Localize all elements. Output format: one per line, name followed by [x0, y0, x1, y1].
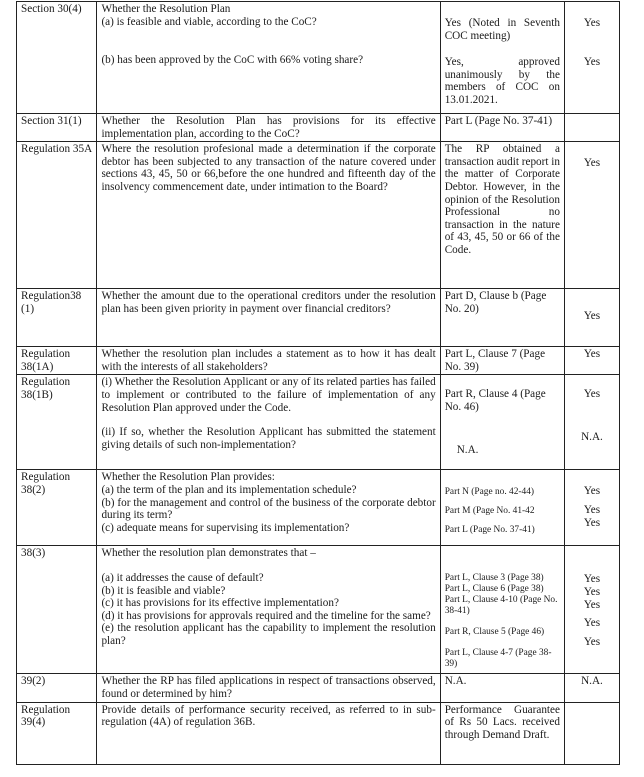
- status-value: Yes: [583, 157, 601, 170]
- status-value: Yes: [583, 55, 601, 68]
- page-ref: Part L, Clause 4-10 (Page No. 38-41): [444, 595, 558, 617]
- section-cell: Regulation38 (1): [17, 289, 97, 347]
- table-row: [17, 546, 620, 674]
- question-cell: Whether the resolution plan includes a statement as to how it has dealt with the interests of all stakeholders?: [97, 347, 440, 375]
- page-ref-cell: [440, 2, 564, 114]
- section-cell: Regulation 38(1B): [17, 375, 97, 470]
- page-ref-cell: Performance Guarantee of Rs 50 Lacs. received through Demand Draft.: [440, 702, 564, 764]
- question-item: (a) it addresses the cause of default?: [101, 571, 264, 584]
- status-value: Yes: [583, 388, 601, 401]
- question-item: (c) adequate means for supervising its implementation?: [101, 521, 350, 534]
- status-cell: [564, 375, 619, 470]
- section-cell: Section 31(1): [17, 114, 97, 142]
- status-cell: [564, 470, 619, 546]
- status-cell: [564, 114, 619, 142]
- status-value: Yes: [583, 503, 601, 516]
- page-ref: Yes (Noted in Seventh COC meeting): [444, 17, 560, 42]
- question-item: (c) it has provisions for its effective implementation?: [101, 597, 339, 610]
- question-cell: Whether the amount due to the operational creditors under the resolution plan has been given priority in payment over financial creditors?: [97, 289, 440, 347]
- question-item: (b) has been approved by the CoC with 66% voting share?: [101, 54, 364, 67]
- section-cell: 39(2): [17, 674, 97, 702]
- page-ref-cell: Part D, Clause b (Page No. 20): [440, 289, 564, 347]
- page-ref-cell: [440, 470, 564, 546]
- page-ref-cell: Part L (Page No. 37-41): [440, 114, 564, 142]
- status-value: N.A.: [581, 430, 603, 443]
- question-item: (a) is feasible and viable, according to the CoC?: [101, 15, 317, 28]
- status-value: Yes: [583, 585, 601, 598]
- page-ref-cell: [440, 546, 564, 674]
- status-value: Yes: [583, 635, 601, 648]
- status-value: Yes: [583, 617, 601, 630]
- page-ref: Part L, Clause 6 (Page 38): [444, 584, 544, 595]
- section-cell: Regulation 38(2): [17, 470, 97, 546]
- question-cell: Provide details of performance security received, as referred to in sub-regulation (4A) of regulation 36B.: [97, 702, 440, 764]
- question-item: (b) for the management and control of the business of the corporate debtor during its term?: [101, 496, 436, 522]
- page-ref: Part R, Clause 4 (Page No. 46): [444, 388, 546, 413]
- table-row: [17, 142, 620, 289]
- status-cell: N.A.: [564, 674, 619, 702]
- status-cell: [564, 546, 619, 674]
- status-cell: Yes: [564, 347, 619, 375]
- table-row: [17, 702, 620, 764]
- page-ref: Part M (Page No. 41-42: [444, 506, 535, 517]
- page-ref: Part L, Clause 4-7 (Page 38-39): [444, 648, 552, 670]
- question-item: (i) Whether the Resolution Applicant or any of its related parties has failed to implement or contributed to the failure of implementation of any Resolution Plan approved under the Code.: [101, 376, 436, 414]
- page-ref-cell: N.A.: [440, 674, 564, 702]
- question-cell: [97, 2, 440, 114]
- question-title: Whether the Resolution Plan: [101, 3, 231, 15]
- status-value: Yes: [583, 598, 601, 611]
- table-row: [17, 470, 620, 546]
- section-cell: Section 30(4): [17, 2, 97, 114]
- page-ref: Part L, Clause 3 (Page 38): [444, 573, 544, 584]
- table-row: [17, 375, 620, 470]
- status-cell: [564, 289, 619, 347]
- status-value: Yes: [583, 485, 601, 498]
- question-title: Whether the resolution plan demonstrates that –: [101, 547, 316, 560]
- page-ref-cell: [440, 375, 564, 470]
- section-cell: 38(3): [17, 546, 97, 674]
- section-cell: Regulation 35A: [17, 142, 97, 289]
- table-row: [17, 347, 620, 375]
- question-item: (ii) If so, whether the Resolution Applicant has submitted the statement giving details of such non-implementation?: [101, 426, 436, 451]
- page-ref: N.A.: [456, 443, 479, 456]
- page-ref: Part R, Clause 5 (Page 46): [444, 627, 545, 638]
- status-cell: [564, 702, 619, 764]
- section-cell: Regulation 39(4): [17, 702, 97, 764]
- status-cell: [564, 142, 619, 289]
- status-value: Yes: [583, 573, 601, 586]
- table-row: [17, 2, 620, 114]
- question-item: (d) it has provisions for approvals required and the timeline for the same?: [101, 609, 431, 622]
- question-item: (b) it is feasible and viable?: [101, 584, 226, 597]
- status-value: Yes: [583, 17, 601, 29]
- table-row: [17, 289, 620, 347]
- table-row: [17, 674, 620, 702]
- page-ref-cell: The RP obtained a transaction audit report in the matter of Corporate Debtor. However, in the opinion of the Resolution Professional no transaction in the nature of 43, 45, 50 or 66 of the Code.: [440, 142, 564, 289]
- status-value: Yes: [583, 310, 601, 323]
- section-cell: Regulation 38(1A): [17, 347, 97, 375]
- question-cell: Whether the Resolution Plan has provisions for its effective implementation plan, according to the CoC?: [97, 114, 440, 142]
- table-row: [17, 114, 620, 142]
- status-cell: [564, 2, 619, 114]
- compliance-table: [16, 1, 620, 765]
- status-value: Yes: [583, 516, 601, 529]
- question-cell: [97, 470, 440, 546]
- page-ref: Yes, approved unanimously by the members of COC on 13.01.2021.: [444, 56, 560, 106]
- question-item: (a) the term of the plan and its implementation schedule?: [101, 483, 357, 496]
- question-cell: [97, 375, 440, 470]
- question-cell: Whether the RP has filed applications in respect of transactions observed, found or determined by him?: [97, 674, 440, 702]
- question-cell: [97, 546, 440, 674]
- question-cell: Where the resolution profesional made a determination if the corporate debtor has been subjected to any transaction of the nature covered under sections 43, 45, 50 or 66,before the one hundred and fifteenth day of the insolvency commencement date, under intimation to the Board?: [97, 142, 440, 289]
- page-ref-cell: Part L, Clause 7 (Page No. 39): [440, 347, 564, 375]
- question-title: Whether the Resolution Plan provides:: [101, 471, 275, 484]
- page-ref: Part N (Page no. 42-44): [444, 487, 535, 498]
- question-item: (e) the resolution applicant has the capability to implement the resolution plan?: [101, 622, 436, 647]
- page-ref: Part L (Page No. 37-41): [444, 525, 535, 536]
